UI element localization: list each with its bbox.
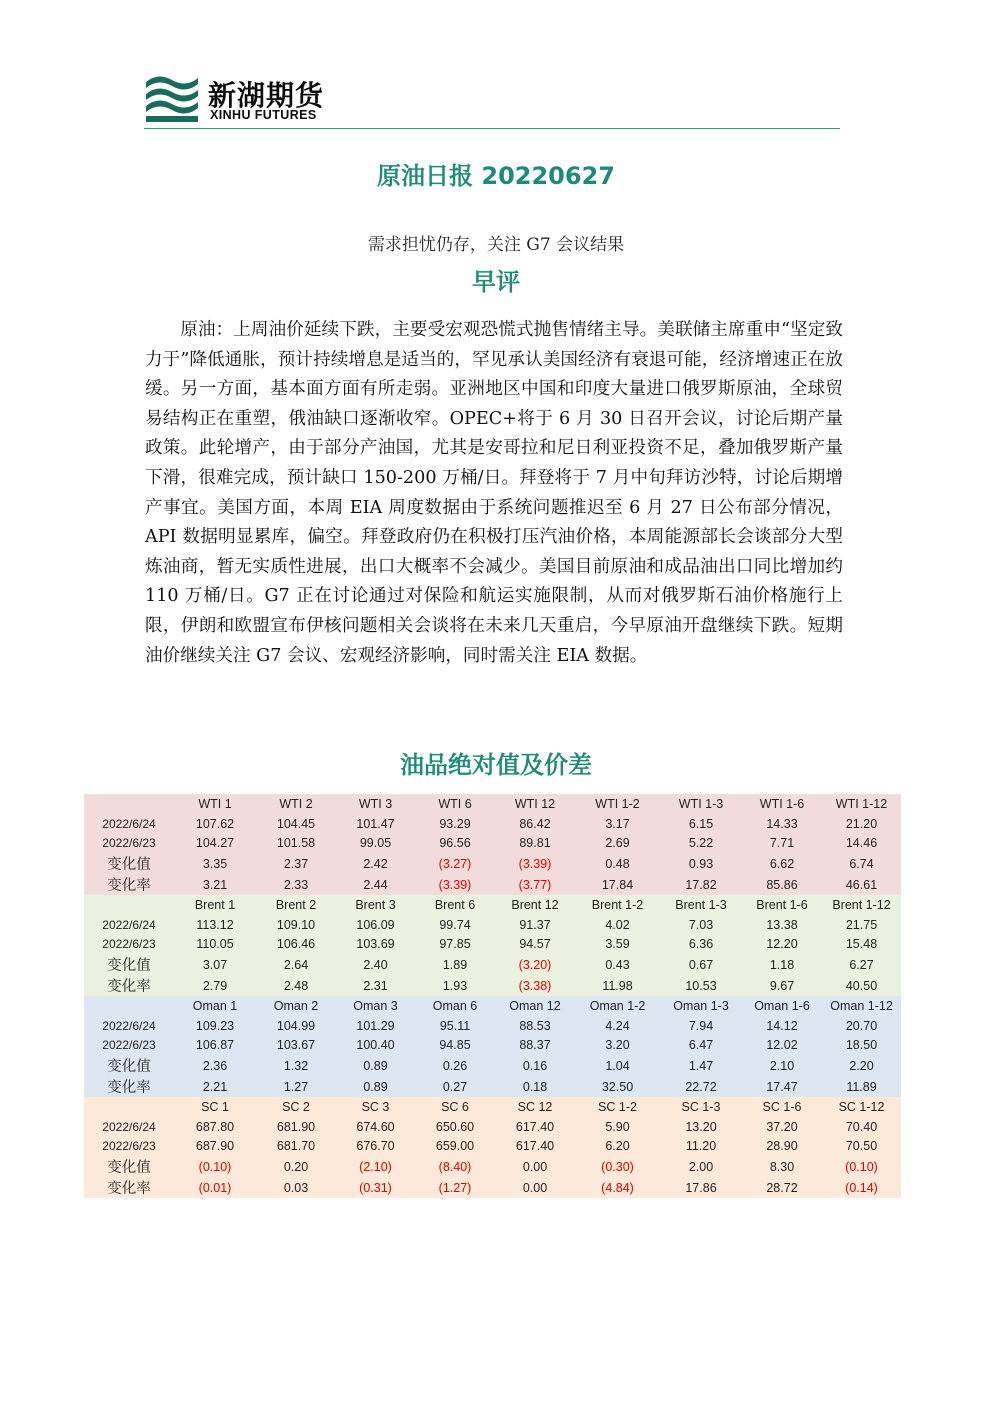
table-cell: 4.24 (575, 1016, 660, 1036)
table-row (84, 1156, 901, 1177)
table-cell: 103.69 (336, 934, 415, 954)
column-header: SC 1-3 (660, 1097, 742, 1117)
row-label: 2022/6/24 (84, 1016, 174, 1036)
table-cell: 2.31 (336, 975, 415, 996)
report-title: 原油日报 20220627 (377, 162, 615, 190)
table-cell: 13.20 (660, 1117, 742, 1137)
column-header: Brent 1-6 (742, 895, 822, 915)
table-cell: 109.10 (256, 915, 336, 935)
table-cell: 109.23 (174, 1016, 256, 1036)
row-label: 2022/6/24 (84, 814, 174, 834)
table-cell: 2.10 (742, 1055, 822, 1076)
table-cell: 91.37 (495, 915, 575, 935)
column-header: WTI 1-3 (660, 794, 742, 814)
row-label: 2022/6/23 (84, 1036, 174, 1056)
table-cell: 2.21 (174, 1076, 256, 1097)
table-cell: 94.85 (415, 1036, 495, 1056)
column-header: SC 6 (415, 1097, 495, 1117)
table-cell: (3.39) (415, 874, 495, 895)
table-cell: 104.99 (256, 1016, 336, 1036)
table-cell: 20.70 (822, 1016, 901, 1036)
table-cell: 3.59 (575, 934, 660, 954)
table-row (84, 874, 901, 895)
table-cell: 687.80 (174, 1117, 256, 1137)
table-cell: 674.60 (336, 1117, 415, 1137)
table-cell: (3.27) (415, 853, 495, 874)
column-header: SC 1-12 (822, 1097, 901, 1117)
table-cell: 2.64 (256, 954, 336, 975)
table-cell: 2.20 (822, 1055, 901, 1076)
table-cell: 7.94 (660, 1016, 742, 1036)
column-header: SC 3 (336, 1097, 415, 1117)
table-header-row-wti (84, 794, 901, 814)
row-label: 2022/6/23 (84, 1137, 174, 1157)
table-cell: 86.42 (495, 814, 575, 834)
table-cell: (3.38) (495, 975, 575, 996)
table-cell: 17.86 (660, 1177, 742, 1198)
column-header: Brent 2 (256, 895, 336, 915)
table-cell: 0.16 (495, 1055, 575, 1076)
column-header: SC 1 (174, 1097, 256, 1117)
table-cell: 101.58 (256, 833, 336, 853)
column-header: SC 1-2 (575, 1097, 660, 1117)
column-header: WTI 1 (174, 794, 256, 814)
table-cell: 1.32 (256, 1055, 336, 1076)
table-cell: 21.75 (822, 915, 901, 935)
table-cell: 32.50 (575, 1076, 660, 1097)
table-cell: 1.27 (256, 1076, 336, 1097)
table-cell: 687.90 (174, 1137, 256, 1157)
table-row (84, 1055, 901, 1076)
table-cell: 46.61 (822, 874, 901, 895)
table-cell: 22.72 (660, 1076, 742, 1097)
table-row (84, 1137, 901, 1157)
column-header: WTI 1-2 (575, 794, 660, 814)
column-header: Brent 1-12 (822, 895, 901, 915)
table-cell: 6.74 (822, 853, 901, 874)
table-cell: 0.26 (415, 1055, 495, 1076)
column-header: WTI 3 (336, 794, 415, 814)
column-header: Brent 12 (495, 895, 575, 915)
table-cell: 17.82 (660, 874, 742, 895)
table-cell: 6.62 (742, 853, 822, 874)
table-cell: 681.70 (256, 1137, 336, 1157)
table-cell: 14.46 (822, 833, 901, 853)
row-label: 2022/6/23 (84, 934, 174, 954)
table-row (84, 915, 901, 935)
oil-price-table (84, 794, 901, 1198)
column-header: Brent 1-3 (660, 895, 742, 915)
column-header: WTI 12 (495, 794, 575, 814)
table-cell: 6.47 (660, 1036, 742, 1056)
table-cell: 18.50 (822, 1036, 901, 1056)
table-cell: 88.53 (495, 1016, 575, 1036)
table-cell: 88.37 (495, 1036, 575, 1056)
table-cell: (0.10) (174, 1156, 256, 1177)
table-cell: (8.40) (415, 1156, 495, 1177)
table-cell: 2.44 (336, 874, 415, 895)
table-cell: 0.43 (575, 954, 660, 975)
table-cell: 6.20 (575, 1137, 660, 1157)
column-header: Oman 3 (336, 996, 415, 1016)
row-label: 变化率 (84, 975, 174, 996)
table-cell: 9.67 (742, 975, 822, 996)
column-header: Oman 1-3 (660, 996, 742, 1016)
column-header: Oman 1-6 (742, 996, 822, 1016)
column-header: Oman 2 (256, 996, 336, 1016)
column-header: Oman 12 (495, 996, 575, 1016)
table-cell: 6.15 (660, 814, 742, 834)
table-cell: (3.20) (495, 954, 575, 975)
table-corner-cell (84, 895, 174, 915)
table-row (84, 1036, 901, 1056)
table-cell: 15.48 (822, 934, 901, 954)
table-cell: 3.07 (174, 954, 256, 975)
table-corner-cell (84, 996, 174, 1016)
table-cell: 40.50 (822, 975, 901, 996)
table-cell: 2.79 (174, 975, 256, 996)
column-header: WTI 6 (415, 794, 495, 814)
row-label: 2022/6/24 (84, 915, 174, 935)
table-row (84, 853, 901, 874)
table-row (84, 1117, 901, 1137)
table-corner-cell (84, 794, 174, 814)
table-cell: 70.40 (822, 1117, 901, 1137)
table-header-row-brent (84, 895, 901, 915)
table-cell: 11.20 (660, 1137, 742, 1157)
column-header: Brent 3 (336, 895, 415, 915)
table-cell: 1.93 (415, 975, 495, 996)
table-cell: 2.33 (256, 874, 336, 895)
table-cell: 0.89 (336, 1055, 415, 1076)
row-label: 2022/6/23 (84, 833, 174, 853)
table-row (84, 954, 901, 975)
row-label: 变化值 (84, 1055, 174, 1076)
table-cell: 113.12 (174, 915, 256, 935)
table-cell: 14.33 (742, 814, 822, 834)
table-cell: 1.89 (415, 954, 495, 975)
column-header: Oman 6 (415, 996, 495, 1016)
table-cell: 21.20 (822, 814, 901, 834)
column-header: Oman 1 (174, 996, 256, 1016)
table-cell: 676.70 (336, 1137, 415, 1157)
table-row (84, 814, 901, 834)
table-cell: 6.36 (660, 934, 742, 954)
table-cell: 617.40 (495, 1137, 575, 1157)
table-cell: 28.90 (742, 1137, 822, 1157)
table-cell: (3.39) (495, 853, 575, 874)
table-cell: 13.38 (742, 915, 822, 935)
table-cell: 0.00 (495, 1177, 575, 1198)
table-cell: (0.14) (822, 1177, 901, 1198)
table-cell: 4.02 (575, 915, 660, 935)
table-cell: 2.36 (174, 1055, 256, 1076)
table-cell: 0.67 (660, 954, 742, 975)
table-cell: 0.27 (415, 1076, 495, 1097)
table-cell: (0.30) (575, 1156, 660, 1177)
table-cell: 2.69 (575, 833, 660, 853)
table-cell: 103.67 (256, 1036, 336, 1056)
table-cell: 94.57 (495, 934, 575, 954)
table-cell: 106.09 (336, 915, 415, 935)
table-cell: 2.37 (256, 853, 336, 874)
table-cell: 28.72 (742, 1177, 822, 1198)
table-cell: 101.47 (336, 814, 415, 834)
table-cell: 14.12 (742, 1016, 822, 1036)
company-logo (144, 72, 334, 124)
table-cell: 12.20 (742, 934, 822, 954)
table-cell: 2.40 (336, 954, 415, 975)
table-cell: 11.89 (822, 1076, 901, 1097)
table-cell: 0.18 (495, 1076, 575, 1097)
table-cell: 5.22 (660, 833, 742, 853)
table-cell: 7.71 (742, 833, 822, 853)
table-cell: 93.29 (415, 814, 495, 834)
row-label: 变化值 (84, 853, 174, 874)
table-cell: 97.85 (415, 934, 495, 954)
table-cell: 0.93 (660, 853, 742, 874)
table-row (84, 975, 901, 996)
table-cell: 650.60 (415, 1117, 495, 1137)
xinhu-waves-icon (144, 72, 200, 124)
column-header: SC 2 (256, 1097, 336, 1117)
report-subtitle: 需求担忧仍存，关注 G7 会议结果 (367, 235, 625, 255)
column-header: Brent 6 (415, 895, 495, 915)
table-cell: 0.00 (495, 1156, 575, 1177)
table-cell: 106.46 (256, 934, 336, 954)
table-cell: 106.87 (174, 1036, 256, 1056)
table-cell: 104.45 (256, 814, 336, 834)
table-cell: 2.00 (660, 1156, 742, 1177)
table-cell: 1.04 (575, 1055, 660, 1076)
table-cell: 3.20 (575, 1036, 660, 1056)
table-cell: 104.27 (174, 833, 256, 853)
table-cell: 7.03 (660, 915, 742, 935)
column-header: Oman 1-12 (822, 996, 901, 1016)
table-cell: 0.03 (256, 1177, 336, 1198)
header-divider (144, 128, 840, 129)
row-label: 变化值 (84, 954, 174, 975)
table-cell: 0.89 (336, 1076, 415, 1097)
table-cell: 107.62 (174, 814, 256, 834)
table-cell: 681.90 (256, 1117, 336, 1137)
table-cell: 101.29 (336, 1016, 415, 1036)
table-cell: 3.35 (174, 853, 256, 874)
table-cell: 617.40 (495, 1117, 575, 1137)
table-cell: 85.86 (742, 874, 822, 895)
column-header: WTI 1-6 (742, 794, 822, 814)
table-cell: 1.18 (742, 954, 822, 975)
logo-name-en: XINHU FUTURES (210, 108, 317, 122)
table-cell: 17.84 (575, 874, 660, 895)
table-cell: 3.17 (575, 814, 660, 834)
table-cell: 99.74 (415, 915, 495, 935)
table-cell: 99.05 (336, 833, 415, 853)
table-header-row-oman (84, 996, 901, 1016)
row-label: 变化率 (84, 1076, 174, 1097)
morning-comment-body: 原油：上周油价延续下跌，主要受宏观恐慌式抛售情绪主导。美联储主席重申“坚定致力于”降低通胀，预计持续增息是适当的，罕见承认美国经济有衰退可能，经济增速正在放缓。另一方面，基本面方面有所走弱。亚洲地区中国和印度大量进口俄罗斯原油，全球贸易结构正在重塑，俄油缺口逐渐收窄。OPEC+将于 6 月 30 日召开会议，讨论后期产量政策。此轮增产，由于部分产油国，尤其是安哥拉和尼日利亚投资不足，叠加俄罗斯产量下滑，很难完成，预计缺口 150-200 万桶/日。拜登将于 7 月中旬拜访沙特，讨论后期增产事宜。美国方面，本周 EIA 周度数据由于系统问题推迟至 6 月 27 日公布部分情况，API 数据明显累库，偏空。拜登政府仍在积极打压汽油价格，本周能源部长会谈部分大型炼油商，暂无实质性进展，出口大概率不会减少。美国目前原油和成品油出口同比增加约 110 万桶/日。G7 正在讨论通过对保险和航运实施限制，从而对俄罗斯石油价格施行上限，伊朗和欧盟宣布伊核问题相关会谈将在未来几天重启，今早原油开盘继续下跌。短期油价继续关注 G7 会议、宏观经济影响，同时需关注 EIA 数据。 (145, 320, 843, 666)
table-header-row-sc (84, 1097, 901, 1117)
table-cell: 659.00 (415, 1137, 495, 1157)
table-cell: (2.10) (336, 1156, 415, 1177)
table-row (84, 934, 901, 954)
table-cell: 96.56 (415, 833, 495, 853)
table-row (84, 1076, 901, 1097)
row-label: 2022/6/24 (84, 1117, 174, 1137)
column-header: WTI 1-12 (822, 794, 901, 814)
table-cell: (0.01) (174, 1177, 256, 1198)
price-table-heading: 油品绝对值及价差 (400, 751, 592, 779)
logo-name-cn: 新湖期货 (208, 79, 325, 112)
row-label: 变化率 (84, 874, 174, 895)
table-cell: 17.47 (742, 1076, 822, 1097)
column-header: SC 1-6 (742, 1097, 822, 1117)
table-row (84, 1016, 901, 1036)
table-cell: 37.20 (742, 1117, 822, 1137)
table-cell: 1.47 (660, 1055, 742, 1076)
column-header: Brent 1 (174, 895, 256, 915)
table-cell: 70.50 (822, 1137, 901, 1157)
table-cell: (0.31) (336, 1177, 415, 1198)
table-cell: 2.48 (256, 975, 336, 996)
table-row (84, 1177, 901, 1198)
table-cell: 100.40 (336, 1036, 415, 1056)
table-cell: 12.02 (742, 1036, 822, 1056)
table-cell: 0.20 (256, 1156, 336, 1177)
table-cell: 95.11 (415, 1016, 495, 1036)
row-label: 变化率 (84, 1177, 174, 1198)
morning-comment-heading: 早评 (472, 268, 520, 296)
table-cell: (4.84) (575, 1177, 660, 1198)
table-cell: 5.90 (575, 1117, 660, 1137)
table-cell: 110.05 (174, 934, 256, 954)
table-cell: 8.30 (742, 1156, 822, 1177)
table-cell: 2.42 (336, 853, 415, 874)
column-header: Oman 1-2 (575, 996, 660, 1016)
table-cell: (3.77) (495, 874, 575, 895)
table-cell: 10.53 (660, 975, 742, 996)
table-cell: 6.27 (822, 954, 901, 975)
table-cell: 11.98 (575, 975, 660, 996)
column-header: WTI 2 (256, 794, 336, 814)
table-cell: 89.81 (495, 833, 575, 853)
column-header: Brent 1-2 (575, 895, 660, 915)
row-label: 变化值 (84, 1156, 174, 1177)
table-corner-cell (84, 1097, 174, 1117)
table-cell: 3.21 (174, 874, 256, 895)
table-cell: 0.48 (575, 853, 660, 874)
table-cell: (0.10) (822, 1156, 901, 1177)
table-row (84, 833, 901, 853)
table-cell: (1.27) (415, 1177, 495, 1198)
column-header: SC 12 (495, 1097, 575, 1117)
